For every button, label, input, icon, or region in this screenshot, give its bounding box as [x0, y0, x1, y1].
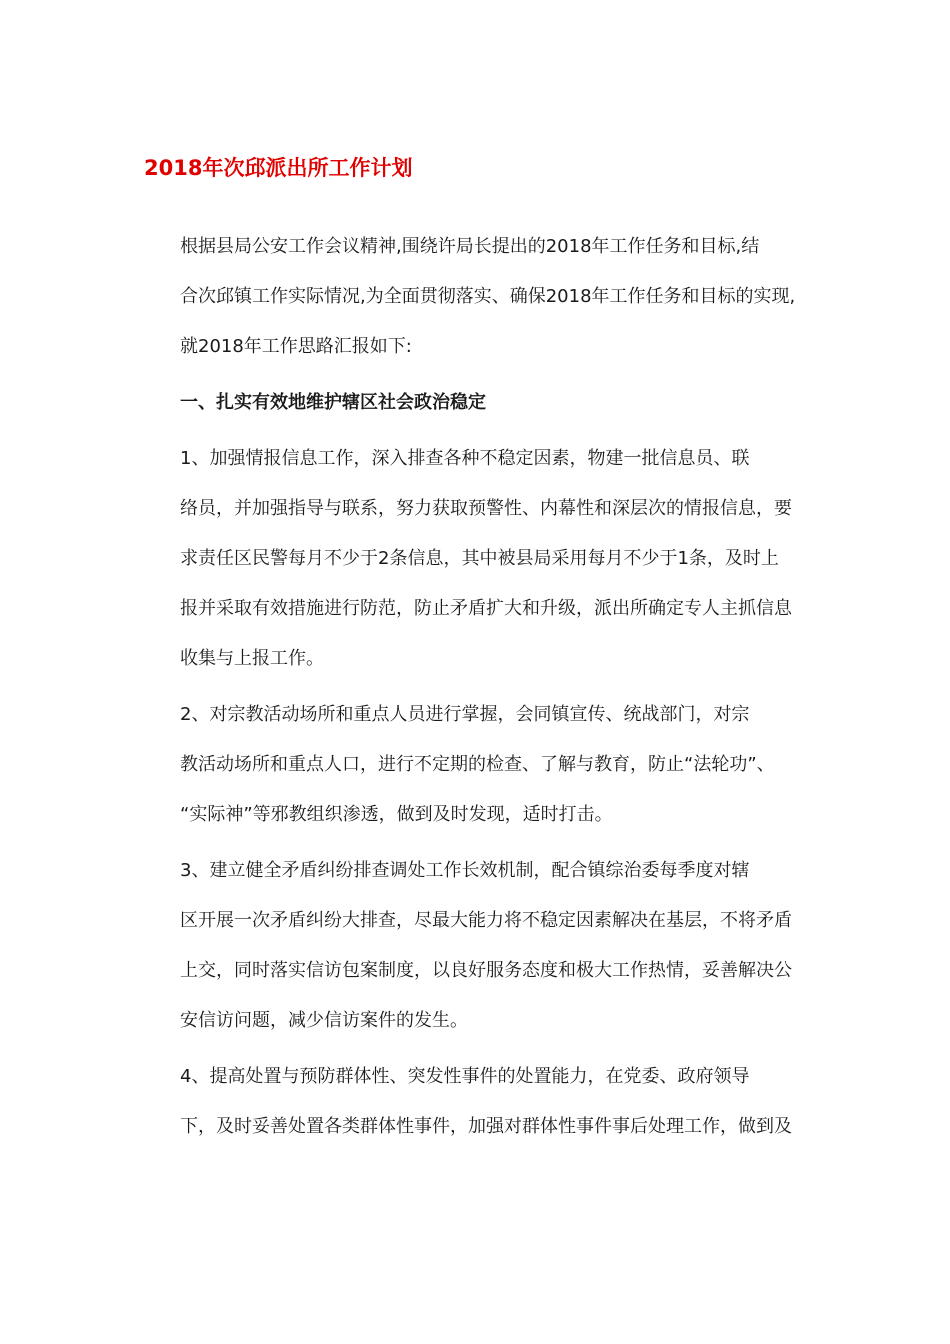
- paragraph-line: 收集与上报工作。: [180, 648, 324, 669]
- paragraph-line: 报并采取有效措施进行防范，防止矛盾扩大和升级，派出所确定专人主抓信息: [180, 598, 792, 619]
- paragraph-line: 区开展一次矛盾纠纷大排查，尽最大能力将不稳定因素解决在基层，不将矛盾: [180, 910, 792, 931]
- paragraph-line: 合次邱镇工作实际情况,为全面贯彻落实、确保2018年工作任务和目标的实现,: [180, 286, 796, 307]
- paragraph-line: 络员，并加强指导与联系，努力获取预警性、内幕性和深层次的情报信息，要: [180, 498, 792, 519]
- paragraph-line: 4、提高处置与预防群体性、突发性事件的处置能力，在党委、政府领导: [180, 1066, 750, 1087]
- item-1-paragraph: [144, 434, 810, 684]
- paragraph-line: 就2018年工作思路汇报如下:: [180, 336, 412, 357]
- item-4-paragraph: [144, 1052, 810, 1152]
- document-body: [144, 222, 810, 1158]
- paragraph-line: 3、建立健全矛盾纠纷排查调处工作长效机制，配合镇综治委每季度对辖: [180, 860, 750, 881]
- paragraph-line: 教活动场所和重点人口，进行不定期的检查、了解与教育，防止“法轮功”、: [180, 754, 775, 775]
- intro-paragraph: [144, 222, 810, 372]
- paragraph-line: 1、加强情报信息工作，深入排查各种不稳定因素，物建一批信息员、联: [180, 448, 750, 469]
- paragraph-line: “实际神”等邪教组织渗透，做到及时发现，适时打击。: [180, 804, 613, 825]
- section-heading-text: 一、扎实有效地维护辖区社会政治稳定: [180, 392, 486, 413]
- paragraph-line: 求责任区民警每月不少于2条信息，其中被县局采用每月不少于1条，及时上: [180, 548, 779, 569]
- paragraph-line: 根据县局公安工作会议精神,围绕许局长提出的2018年工作任务和目标,结: [180, 236, 760, 257]
- document-title: 2018年次邱派出所工作计划: [144, 156, 413, 180]
- item-2-paragraph: [144, 690, 810, 840]
- paragraph-line: 2、对宗教活动场所和重点人员进行掌握，会同镇宣传、统战部门，对宗: [180, 704, 750, 725]
- section-heading: [144, 378, 810, 428]
- item-3-paragraph: [144, 846, 810, 1046]
- paragraph-line: 上交，同时落实信访包案制度，以良好服务态度和极大工作热情，妥善解决公: [180, 960, 792, 981]
- paragraph-line: 安信访问题，减少信访案件的发生。: [180, 1010, 468, 1031]
- paragraph-line: 下，及时妥善处置各类群体性事件，加强对群体性事件事后处理工作，做到及: [180, 1116, 792, 1137]
